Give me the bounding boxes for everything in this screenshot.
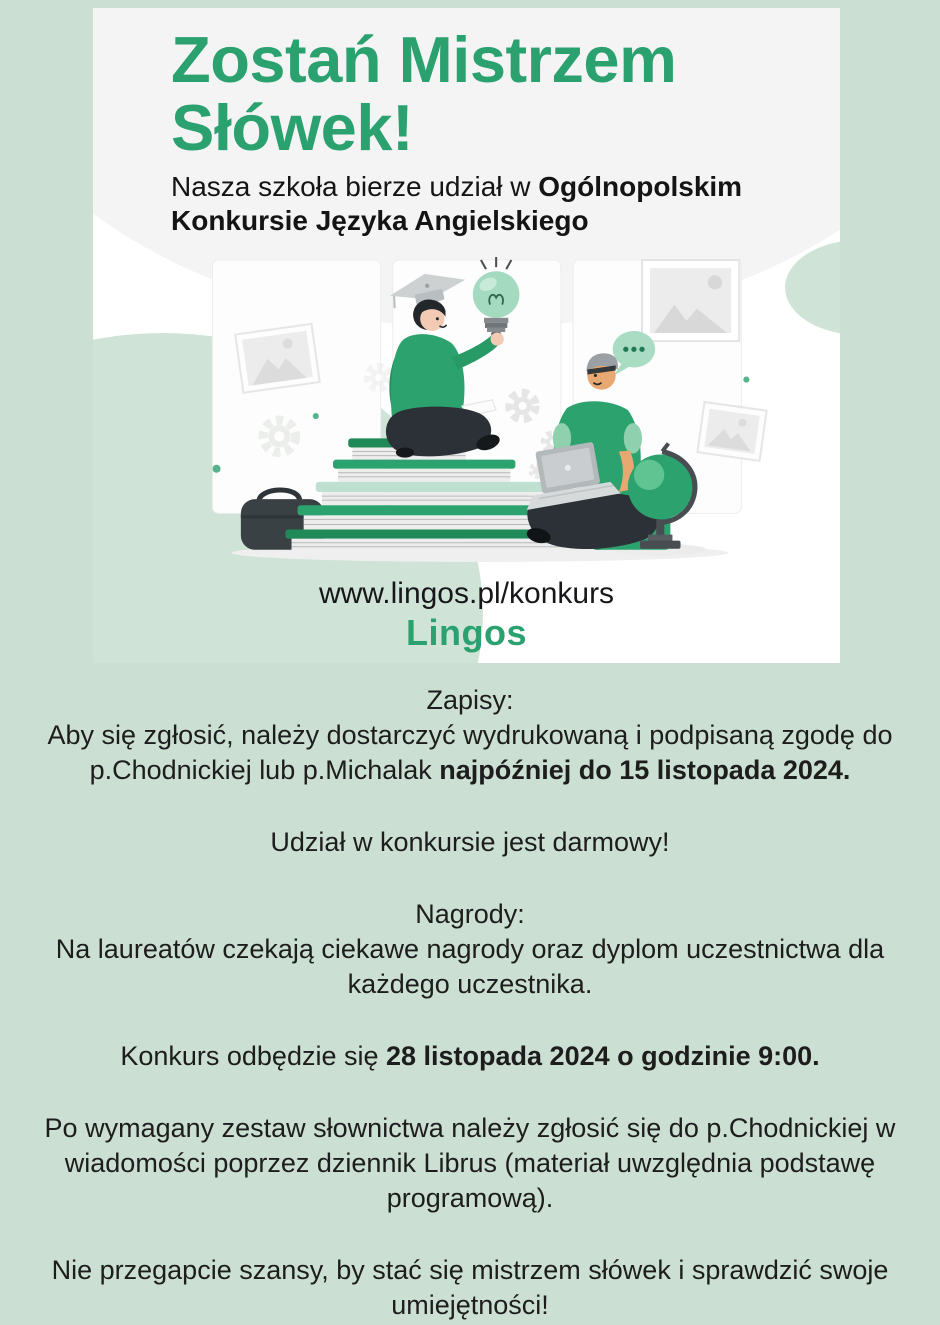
signup-text-normal: Aby się zgłosić, należy dostarczyć wydrukowaną i podpisaną zgodę do p.Chodnickiej lub p.Michalak — [47, 720, 893, 785]
closing-text: Nie przegapcie szansy, by stać się mistrzem słówek i sprawdzić swoje umiejętności! — [51, 1255, 889, 1320]
contest-date-text — [24, 1039, 916, 1074]
poster-subtitle-normal: Nasza szkoła bierze udział w — [171, 171, 539, 202]
poster-body — [24, 683, 916, 1323]
signup-text — [24, 718, 916, 788]
website-url: www.lingos.pl/konkurs — [318, 577, 615, 610]
hero-card — [93, 8, 840, 663]
signup-deadline-bold: najpóźniej do 15 listopada 2024. — [439, 755, 851, 785]
brand-logo: Lingos — [406, 612, 527, 653]
vocab-instructions-text: Po wymagany zestaw słownictwa należy zgłosić się do p.Chodnickiej w wiadomości poprzez dziennik Librus (materiał uwzględnia podstawę programową). — [44, 1113, 896, 1213]
poster-title — [171, 23, 677, 165]
free-participation-text: Udział w konkursie jest darmowy! — [270, 827, 670, 857]
picture-placeholder-icon — [642, 260, 739, 341]
picture-placeholder-icon — [697, 402, 766, 461]
gear-icon — [367, 366, 389, 388]
poster-subtitle-bold: Ogólnopolskim Konkursie Języka Angielskiego — [171, 171, 743, 236]
signup-heading: Zapisy: — [426, 685, 514, 715]
students-illustration — [196, 256, 774, 566]
prizes-text: Na laureatów czekają ciekawe nagrody oraz dyplom uczestnictwa dla każdego uczestnika. — [55, 934, 885, 999]
poster-title-line2: Słówek! — [171, 91, 414, 165]
contest-date-bold: 28 listopada 2024 o godzinie 9:00. — [386, 1041, 820, 1071]
poster-title-line1: Zostań Mistrzem — [171, 23, 677, 96]
prizes-heading: Nagrody: — [415, 899, 525, 929]
poster-subtitle — [171, 170, 817, 237]
contest-date-normal: Konkurs odbędzie się — [120, 1041, 386, 1071]
picture-placeholder-icon — [235, 324, 319, 393]
